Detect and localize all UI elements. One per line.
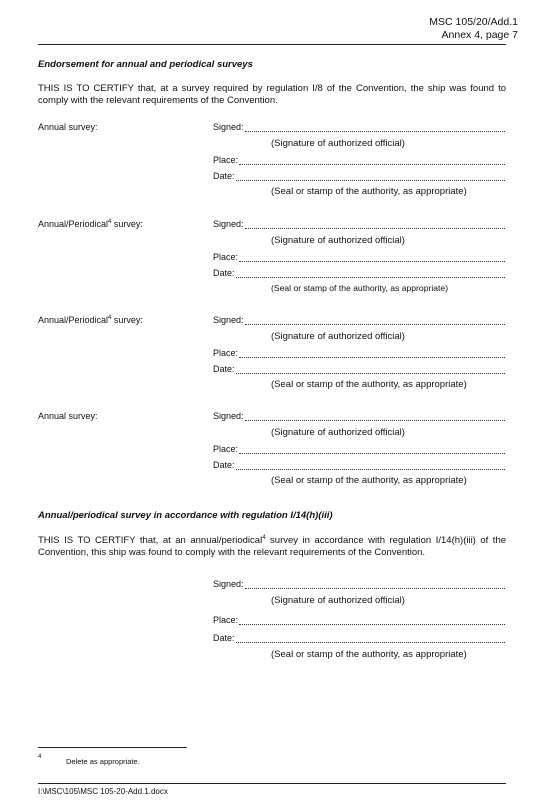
- certify-paragraph-regulation: [38, 535, 506, 559]
- signature-caption: (Signature of authorized official): [271, 235, 405, 246]
- place-label: Place:: [213, 252, 239, 262]
- seal-caption: (Seal or stamp of the authority, as appropriate): [271, 379, 467, 390]
- signed-line[interactable]: [245, 579, 505, 589]
- paragraph-text-start: THIS IS TO CERTIFY that, at an annual/periodical: [38, 535, 263, 546]
- survey-label-text: Annual/Periodical: [38, 219, 109, 229]
- signed-field[interactable]: [213, 120, 505, 132]
- section-heading-regulation: Annual/periodical survey in accordance with regulation I/14(h)(iii): [38, 510, 333, 521]
- place-label: Place:: [213, 444, 239, 454]
- date-label: Date:: [213, 364, 235, 374]
- place-line[interactable]: [239, 155, 505, 165]
- signature-caption: (Signature of authorized official): [271, 427, 405, 438]
- place-line[interactable]: [239, 615, 505, 625]
- footnote-ref: 4: [108, 315, 112, 321]
- date-line[interactable]: [236, 460, 505, 470]
- survey-label-text: Annual survey:: [38, 122, 98, 132]
- date-label: Date:: [213, 633, 235, 643]
- seal-caption: (Seal or stamp of the authority, as appropriate): [271, 283, 449, 293]
- signed-field[interactable]: [213, 577, 505, 589]
- footnote-rule: [38, 747, 187, 748]
- seal-caption: (Seal or stamp of the authority, as appropriate): [271, 475, 467, 486]
- document-reference: MSC 105/20/Add.1: [429, 16, 518, 28]
- place-line[interactable]: [239, 252, 505, 262]
- signed-label: Signed:: [213, 219, 244, 229]
- footnote-ref: 4: [108, 219, 112, 225]
- place-field[interactable]: [213, 153, 505, 165]
- signed-line[interactable]: [245, 219, 505, 229]
- signed-label: Signed:: [213, 122, 244, 132]
- place-label: Place:: [213, 348, 239, 358]
- signed-label: Signed:: [213, 411, 244, 421]
- survey-label-text: Annual/Periodical: [38, 315, 109, 325]
- date-field[interactable]: [213, 458, 505, 470]
- place-field[interactable]: [213, 613, 505, 625]
- signature-caption: (Signature of authorized official): [271, 595, 405, 606]
- signed-field[interactable]: [213, 313, 505, 325]
- certify-paragraph: THIS IS TO CERTIFY that, at a survey required by regulation I/8 of the Convention, the ship was found to comply with the relevant requirements of the Convention.: [38, 83, 506, 106]
- signed-label: Signed:: [213, 579, 244, 589]
- paragraph-text-end: survey in accordance with regulation I/14(h)(iii) of the Convention, this ship was found to comply with the relevant requirements of the Convention.: [38, 535, 507, 558]
- signed-line[interactable]: [245, 315, 505, 325]
- signature-caption: (Signature of authorized official): [271, 138, 405, 149]
- date-field[interactable]: [213, 362, 505, 374]
- signed-line[interactable]: [245, 411, 505, 421]
- seal-caption: (Seal or stamp of the authority, as appropriate): [271, 186, 467, 197]
- page-reference: Annex 4, page 7: [441, 29, 518, 41]
- place-field[interactable]: [213, 442, 505, 454]
- place-label: Place:: [213, 155, 239, 165]
- survey-label: [38, 411, 98, 421]
- date-field[interactable]: [213, 169, 505, 181]
- signature-caption: (Signature of authorized official): [271, 331, 405, 342]
- signed-field[interactable]: [213, 409, 505, 421]
- survey-label-suffix: survey:: [111, 219, 143, 229]
- date-line[interactable]: [236, 633, 505, 643]
- signed-line[interactable]: [245, 122, 505, 132]
- seal-caption: (Seal or stamp of the authority, as appropriate): [271, 649, 467, 660]
- date-field[interactable]: [213, 631, 505, 643]
- date-label: Date:: [213, 268, 235, 278]
- footnote-text: Delete as appropriate.: [66, 757, 140, 766]
- survey-label-suffix: survey:: [111, 315, 143, 325]
- signed-label: Signed:: [213, 315, 244, 325]
- survey-label: [38, 315, 143, 325]
- date-label: Date:: [213, 171, 235, 181]
- date-label: Date:: [213, 460, 235, 470]
- place-label: Place:: [213, 615, 239, 625]
- survey-label: [38, 219, 143, 229]
- file-path: I:\MSC\105\MSC 105-20-Add.1.docx: [38, 787, 168, 796]
- header-rule: [38, 44, 506, 45]
- footer-rule: [38, 783, 506, 784]
- place-line[interactable]: [239, 348, 505, 358]
- footnote-number: 4: [38, 754, 42, 760]
- survey-label: [38, 122, 98, 132]
- signed-field[interactable]: [213, 217, 505, 229]
- place-field[interactable]: [213, 250, 505, 262]
- date-line[interactable]: [236, 268, 505, 278]
- footnote-ref: 4: [262, 535, 266, 541]
- place-line[interactable]: [239, 444, 505, 454]
- place-field[interactable]: [213, 346, 505, 358]
- section-heading-endorsement: Endorsement for annual and periodical surveys: [38, 59, 253, 70]
- survey-label-text: Annual survey:: [38, 411, 98, 421]
- date-field[interactable]: [213, 266, 505, 278]
- date-line[interactable]: [236, 364, 505, 374]
- date-line[interactable]: [236, 171, 505, 181]
